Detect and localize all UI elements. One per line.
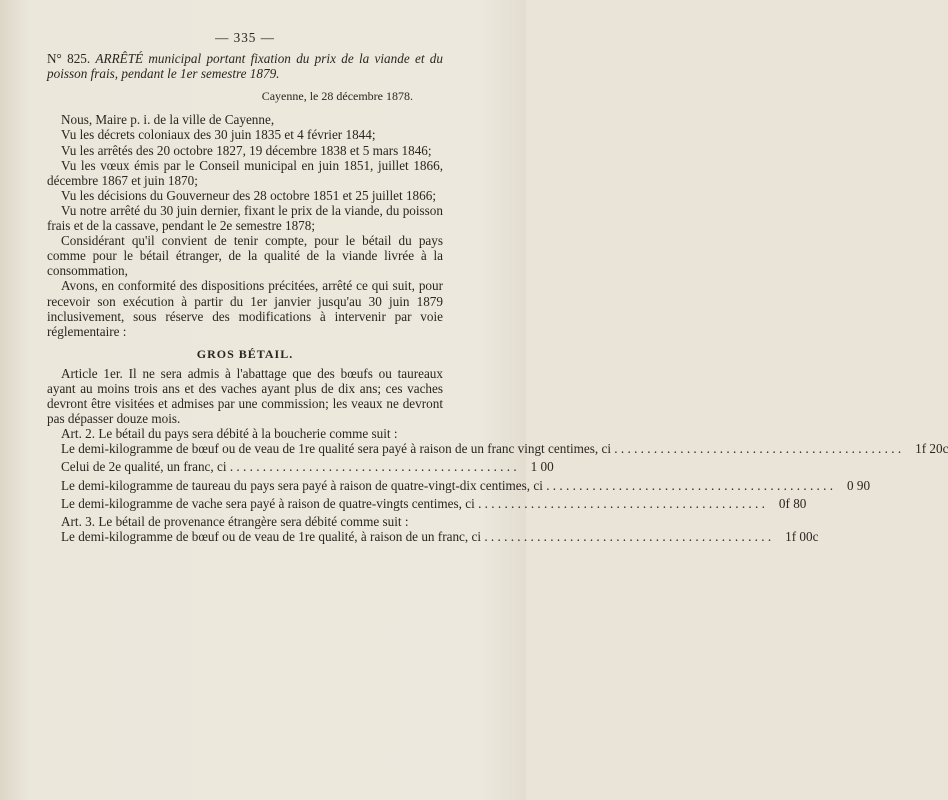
decree-date: Cayenne, le 28 décembre 1878.	[261, 89, 413, 104]
price-label: Le demi-kilogramme de bœuf ou de veau de 1re qualité sera payé à raison de un franc vingt centimes, ci . . .	[47, 441, 901, 456]
paragraph-arretes: Vu les arrêtés des 20 octobre 1827, 19 décembre 1838 et 5 mars 1846;	[61, 142, 432, 158]
paragraph-decrets: Vu les décrets coloniaux des 30 juin 1835 et 4 février 1844;	[61, 127, 376, 143]
article-2: Art. 2. Le bétail du pays sera débité à la boucherie comme suit :	[61, 426, 398, 442]
price-amount: 1f 00c	[785, 528, 819, 544]
price-label: Celui de 2e qualité, un franc, ci . . .	[47, 459, 517, 474]
price-line	[47, 459, 554, 475]
article-3: Art. 3. Le bétail de provenance étrangère sera débité comme suit :	[61, 513, 409, 529]
document-text	[47, 30, 948, 547]
price-line	[47, 477, 871, 493]
paragraph-mayor: Nous, Maire p. i. de la ville de Cayenne,	[61, 112, 275, 128]
price-line	[47, 441, 948, 457]
decree-title-text: ARRÊTÉ municipal portant fixation du prix de la viande et du poisson frais, pendant le 1er semestre 1879.	[47, 51, 443, 82]
article-1: Article 1er. Il ne sera admis à l'abattage que des bœufs ou taureaux ayant au moins trois ans et des vaches ayant plus de dix ans; ces vaches devront être visitées et admises par une commission; les veaux ne devront pas dépasser douze mois.	[47, 365, 443, 427]
paragraph-decisions: Vu les décisions du Gouverneur des 28 octobre 1851 et 25 juillet 1866;	[61, 187, 436, 203]
price-amount: 0 90	[847, 477, 871, 493]
price-amount: 1f 20c	[915, 441, 948, 457]
price-amount: 1 00	[530, 459, 554, 475]
paragraph-avons: Avons, en conformité des dispositions précitées, arrêté ce qui suit, pour recevoir son exécution à partir du 1er janvier jusqu'au 30 juin 1879 inclusivement, sous réserve des modifications à intervenir par voie réglementaire :	[47, 278, 443, 339]
price-label: Le demi-kilogramme de bœuf ou de veau de 1re qualité, à raison de un franc, ci . . .	[47, 529, 771, 544]
section-heading: GROS BÉTAIL.	[196, 346, 294, 361]
price-line	[47, 495, 807, 511]
decree-title	[47, 51, 443, 81]
paragraph-arrete-juin: Vu notre arrêté du 30 juin dernier, fixant le prix de la viande, du poisson frais et de la cassave, pendant le 2e semestre 1878;	[47, 202, 443, 234]
price-label: Le demi-kilogramme de vache sera payé à raison de quatre-vingts centimes, ci . . .	[47, 496, 765, 511]
paragraph-considerant: Considérant qu'il convient de tenir compte, pour le bétail du pays comme pour le bétail étranger, de la qualité de la viande livrée à la consommation,	[47, 233, 443, 279]
page-number: — 335 —	[215, 30, 275, 45]
price-line	[47, 528, 819, 544]
paragraph-voeux: Vu les vœux émis par le Conseil municipal en juin 1851, juillet 1866, décembre 1867 et juin 1870;	[47, 157, 443, 188]
price-label: Le demi-kilogramme de taureau du pays sera payé à raison de quatre-vingt-dix centimes, ci . . .	[47, 478, 833, 493]
decree-number: N° 825.	[47, 51, 91, 67]
price-amount: 0f 80	[778, 495, 807, 511]
